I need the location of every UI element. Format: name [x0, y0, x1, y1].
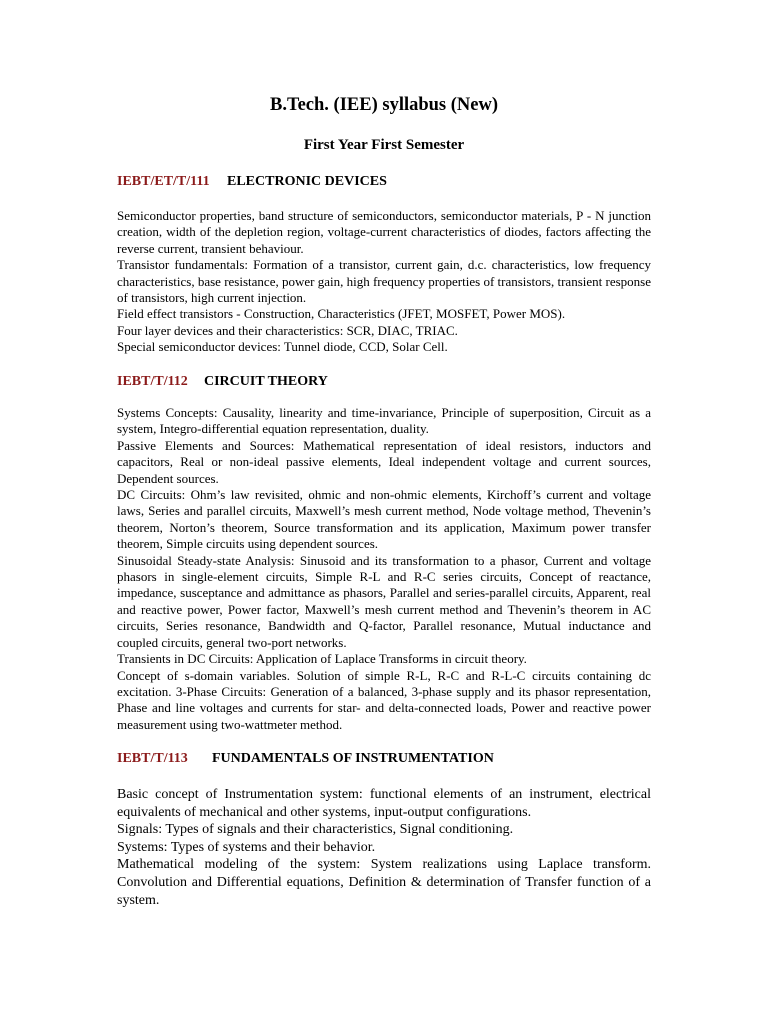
course-name: FUNDAMENTALS OF INSTRUMENTATION — [212, 751, 494, 766]
course-paragraph: Basic concept of Instrumentation system: functional elements of an instrument, electrical equivalents of mechanical and other systems, input-output configurations. — [117, 787, 651, 820]
course-description-fundamentals-of-instrumentation — [117, 786, 651, 909]
course-paragraph: Semiconductor properties, band structure of semiconductors, semiconductor materials, P - N junction creation, width of the depletion region, voltage-current characteristics of diodes, factors affecting the reverse current, transient behaviour. — [117, 208, 651, 256]
course-heading-electronic-devices — [117, 174, 651, 190]
course-heading-fundamentals-of-instrumentation — [117, 751, 651, 767]
course-paragraph: Special semiconductor devices: Tunnel diode, CCD, Solar Cell. — [117, 339, 448, 355]
course-name: ELECTRONIC DEVICES — [227, 174, 387, 189]
course-paragraph: Systems: Types of systems and their behavior. — [117, 839, 376, 855]
course-paragraph: Transistor fundamentals: Formation of a transistor, current gain, d.c. characteristics, low frequency characteristics, base resistance, power gain, high frequency properties of transistors, transient response of transistors, high current injection. — [117, 257, 651, 306]
course-code: IEBT/T/113 — [117, 751, 188, 766]
course-paragraph: Signals: Types of signals and their characteristics, Signal conditioning. — [117, 822, 514, 838]
course-code: IEBT/T/112 — [117, 374, 188, 389]
course-paragraph: Passive Elements and Sources: Mathematical representation of ideal resistors, inductors and capacitors, Real or non-ideal passive elements, Ideal independent voltage and current sources, Dependent sources. — [117, 437, 651, 486]
course-paragraph: Transients in DC Circuits: Application of Laplace Transforms in circuit theory. — [117, 651, 527, 667]
course-paragraph: Four layer devices and their characteristics: SCR, DIAC, TRIAC. — [117, 322, 458, 338]
course-paragraph: Systems Concepts: Causality, linearity and time-invariance, Principle of superposition, Circuit as a system, Integro-differential equation representation, duality. — [117, 405, 651, 437]
course-description-circuit-theory — [117, 405, 651, 733]
semester-subtitle: First Year First Semester — [303, 137, 465, 153]
course-paragraph: Concept of s-domain variables. Solution of simple R-L, R-C and R-L-C circuits containing dc excitation. 3-Phase Circuits: Generation of a balanced, 3-phase supply and its phasor representation, Phase and line voltages and currents for star- and delta-connected loads, Power and reactive power measurement using two-wattmeter method. — [117, 667, 651, 732]
course-code: IEBT/ET/T/111 — [117, 174, 210, 189]
course-name: CIRCUIT THEORY — [204, 374, 328, 389]
course-description-electronic-devices — [117, 208, 651, 356]
course-paragraph: Field effect transistors - Construction, Characteristics (JFET, MOSFET, Power MOS). — [117, 306, 566, 322]
course-heading-circuit-theory — [117, 374, 651, 390]
course-paragraph: Sinusoidal Steady-state Analysis: Sinusoid and its transformation to a phasor, Current and voltage phasors in single-element circuits, Simple R-L and R-C series circuits, Concept of reactance, impedance, susceptance and admittance as phasors, Parallel and series-parallel circuits, Apparent, real and reactive power, Power factor, Maxwell’s mesh current method and Thevenin’s theorem in AC circuits, Series resonance, Bandwidth and Q-factor, Parallel resonance, Mutual inductance and coupled circuits, general two-port networks. — [117, 552, 651, 650]
course-paragraph: DC Circuits: Ohm’s law revisited, ohmic and non-ohmic elements, Kirchoff’s current and voltage laws, Series and parallel circuits, Maxwell’s mesh current method, Node voltage method, Thevenin’s theorem, Norton’s theorem, Source transformation and its application, Maximum power transfer theorem, Simple circuits using dependent sources. — [117, 487, 651, 552]
document-title: B.Tech. (IEE) syllabus (New) — [269, 95, 499, 115]
course-paragraph: Mathematical modeling of the system: System realizations using Laplace transform. Convolution and Differential equations, Definition & determination of Transfer function of a system. — [117, 857, 651, 908]
